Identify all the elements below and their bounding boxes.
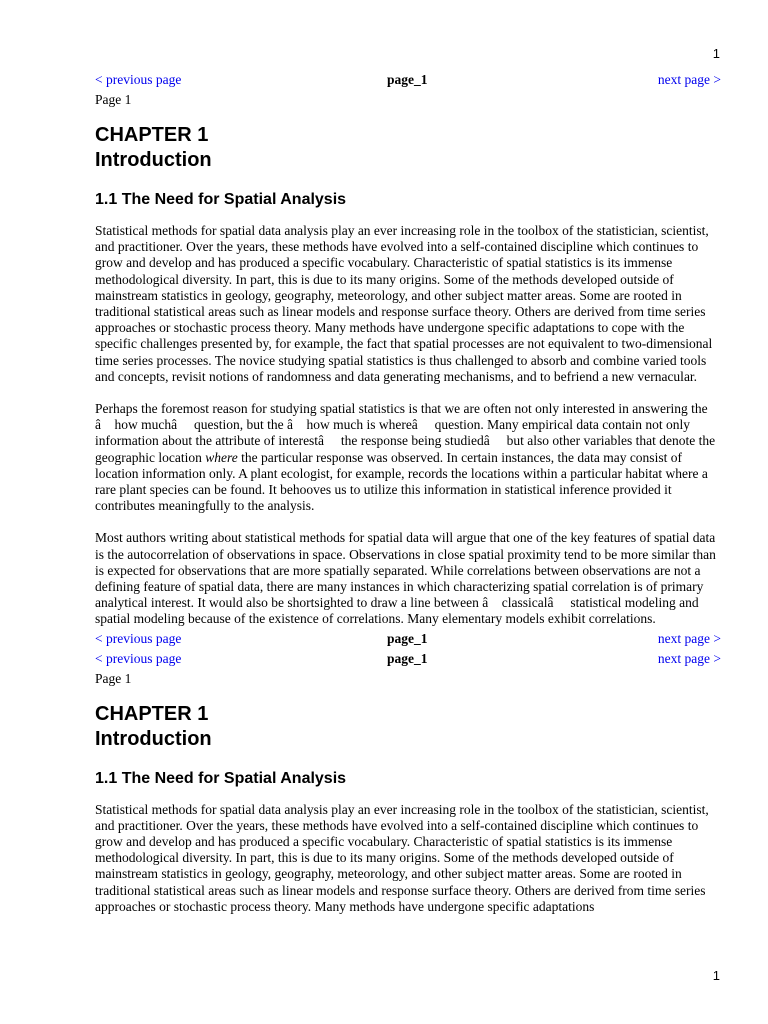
chapter-title: Introduction [95, 149, 212, 171]
page-indicator: page_1 [387, 72, 428, 87]
section-heading: 1.1 The Need for Spatial Analysis [95, 769, 347, 787]
paragraph-2-text-a: Perhaps the foremost reason for studying spatial statistics is that we are often not only interested in answering the â how muchâ question, but the â how much is whereâ question. Many empirical data contain not only information about the attribute of interestâ the response being studiedâ but also other variables that denote the geographic location [95, 401, 716, 465]
chapter-number: CHAPTER 1 [95, 702, 209, 725]
page-number-bottom: 1 [712, 968, 720, 983]
previous-page-link[interactable]: < previous page [95, 650, 182, 666]
page-label: Page 1 [95, 92, 132, 107]
section-heading: 1.1 The Need for Spatial Analysis [95, 191, 347, 208]
chapter-heading [95, 123, 721, 173]
paragraph-3: Most authors writing about statistical methods for spatial data will argue that one of the key features of spatial data is the autocorrelation of observations in space. Observations in close spatial proximity tend to be more similar than is expected for observations that are more spatially separated. While correlations between observations are not a defining feature of spatial data, there are many instances in which characterizing spatial correlation is of primary analytical interest. It would also be shortsighted to draw a line between â classicalâ statistical modeling and spatial modeling because of the existence of correlations. Many elementary models exhibit correlations. [95, 530, 716, 627]
paragraph-2-emphasis: where [205, 449, 238, 465]
document-content [95, 72, 721, 915]
previous-page-link[interactable]: < previous page [95, 630, 182, 646]
page-navigation-bottom [95, 631, 721, 651]
paragraph-1: Statistical methods for spatial data analysis play an ever increasing role in the toolbox of the statistician, scientist, and practitioner. Over the years, these methods have evolved into a self-contained discipline which continues to grow and develop and has produced a specific vocabulary. Characteristic of spatial statistics is its immense methodological diversity. In part, this is due to its many origins. Some of the methods developed outside of mainstream statistics in geology, geography, meteorology, and other subject matter areas. Some are rooted in traditional statistical areas such as linear models and response surface theory. Others are derived from time series approaches or stochastic process theory. Many methods have undergone specific adaptations to cope with the specific challenges presented by, for example, the fact that spatial processes are not equivalent to two-dimensional time series processes. The novice studying spatial statistics is thus challenged to absorb and combine varied tools and concepts, revisit notions of randomness and data generating mechanisms, and to befriend a new vernacular. [95, 223, 713, 384]
page-navigation-top [95, 72, 721, 92]
chapter-title: Introduction [95, 727, 212, 750]
page-label: Page 1 [95, 670, 132, 686]
page-indicator: page_1 [387, 650, 428, 666]
chapter-heading [95, 702, 721, 752]
next-page-link[interactable]: next page > [657, 630, 721, 646]
previous-page-link[interactable]: < previous page [95, 72, 182, 87]
page-navigation-top-repeat [95, 651, 721, 671]
paragraph-2 [95, 401, 721, 514]
paragraph-2-text-b: the particular response was observed. In certain instances, the data may consist of location information only. A plant ecologist, for example, records the locations within a particular habitat where a rare plant species can be found. It behooves us to utilize this information in statistical inference provided it contributes meaningfully to the analysis. [95, 449, 708, 514]
page-number-top: 1 [712, 46, 720, 61]
page-indicator: page_1 [387, 630, 428, 646]
next-page-link[interactable]: next page > [657, 650, 721, 666]
paragraph-4: Statistical methods for spatial data analysis play an ever increasing role in the toolbox of the statistician, scientist, and practitioner. Over the years, these methods have evolved into a self-contained discipline which continues to grow and develop and has produced a specific vocabulary. Characteristic of spatial statistics is its immense methodological diversity. In part, this is due to its many origins. Some of the methods developed outside of mainstream statistics in geology, geography, meteorology, and other subject matter areas. Some are rooted in traditional statistical areas such as linear models and response surface theory. Others are derived from time series approaches or stochastic process theory. Many methods have undergone specific adaptations [95, 801, 709, 914]
chapter-number: CHAPTER 1 [95, 124, 209, 146]
next-page-link[interactable]: next page > [657, 72, 721, 87]
